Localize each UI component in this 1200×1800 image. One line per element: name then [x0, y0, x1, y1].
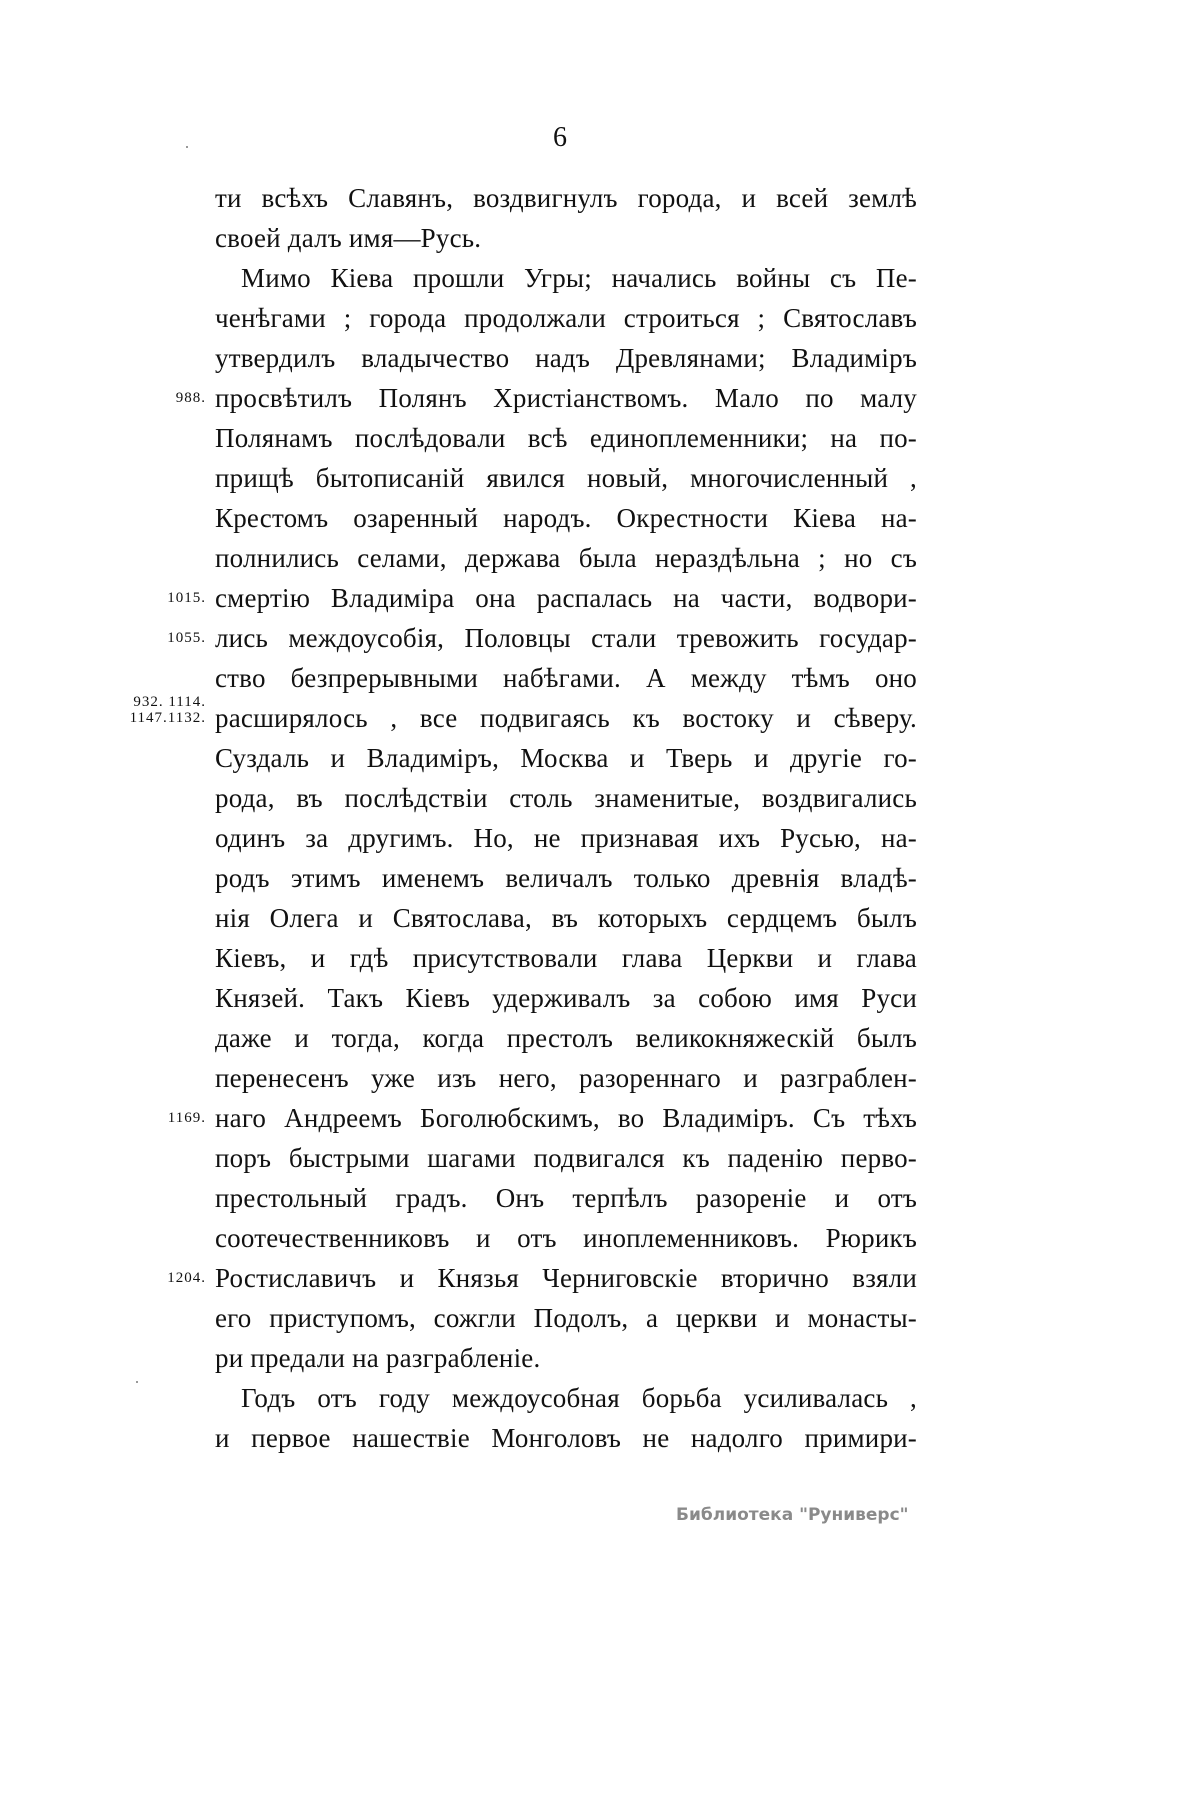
- text-line: его приступомъ, сожгли Подолъ, а церкви и монасты-: [215, 1303, 917, 1333]
- margin-year-note: 988.: [175, 390, 206, 406]
- text-line: нія Олега и Святослава, въ которыхъ сердцемъ былъ: [215, 903, 917, 933]
- text-line: просвѣтилъ Полянъ Христіанствомъ. Мало по малу: [215, 383, 917, 413]
- margin-year-note: 932. 1114.: [133, 694, 206, 710]
- scan-speck: [136, 1381, 138, 1383]
- text-line: Полянамъ послѣдовали всѣ единоплеменники; на по-: [215, 423, 917, 453]
- text-line: прищѣ бытописаній явился новый, многочисленный ,: [215, 463, 917, 493]
- text-line: Кіевъ, и гдѣ присутствовали глава Церкви и глава: [215, 943, 917, 973]
- text-line: ти всѣхъ Славянъ, воздвигнулъ города, и всей землѣ: [215, 183, 917, 213]
- library-watermark: Библиотека "Руниверс": [676, 1505, 909, 1525]
- text-line: поръ быстрыми шагами подвигался къ паденію перво-: [215, 1143, 917, 1173]
- text-line: ченѣгами ; города продолжали строиться ; Святославъ: [215, 303, 917, 333]
- text-line: даже и тогда, когда престолъ великокняжескій былъ: [215, 1023, 917, 1053]
- text-line: рода, въ послѣдствіи столь знаменитые, воздвигались: [215, 783, 917, 813]
- text-line: Мимо Кіева прошли Угры; начались войны съ Пе-: [241, 263, 917, 293]
- margin-year-note: 1147.1132.: [129, 710, 206, 726]
- text-line: Крестомъ озаренный народъ. Окрестности Кіева на-: [215, 503, 917, 533]
- text-line: перенесенъ уже изъ него, разореннаго и разграблен-: [215, 1063, 917, 1093]
- scan-speck: [186, 146, 188, 148]
- margin-year-note: 1169.: [167, 1110, 206, 1126]
- text-line: соотечественниковъ и отъ иноплеменниковъ. Рюрикъ: [215, 1223, 917, 1253]
- text-line: утвердилъ владычество надъ Древлянами; Владиміръ: [215, 343, 917, 373]
- text-line: своей далъ имя—Русь.: [215, 223, 482, 253]
- text-line: Суздаль и Владиміръ, Москва и Тверь и другіе го-: [215, 743, 917, 773]
- text-line: Князей. Такъ Кіевъ удерживалъ за собою имя Руси: [215, 983, 917, 1013]
- text-line: лись междоусобія, Половцы стали тревожить государ-: [215, 623, 917, 653]
- margin-year-note: 1015.: [167, 590, 206, 606]
- text-line: и первое нашествіе Монголовъ не надолго примири-: [215, 1423, 917, 1453]
- margin-year-note: 1204.: [167, 1270, 206, 1286]
- text-line: Годъ отъ году междоусобная борьба усиливалась ,: [241, 1383, 917, 1413]
- text-line: Ростиславичъ и Князья Черниговскіе вторично взяли: [215, 1263, 917, 1293]
- text-line: престольный градъ. Онъ терпѣлъ разореніе и отъ: [215, 1183, 917, 1213]
- text-line: полнились селами, держава была нераздѣльна ; но съ: [215, 543, 917, 573]
- text-line: смертію Владиміра она распалась на части, водвори-: [215, 583, 917, 613]
- margin-year-note: 1055.: [167, 630, 206, 646]
- text-line: ри предали на разграбленіе.: [215, 1343, 541, 1373]
- text-line: наго Андреемъ Боголюбскимъ, во Владиміръ. Съ тѣхъ: [215, 1103, 917, 1133]
- text-line: родъ этимъ именемъ величалъ только древнія владѣ-: [215, 863, 917, 893]
- text-line: ство безпрерывными набѣгами. А между тѣмъ оно: [215, 663, 917, 693]
- page-number: 6: [553, 122, 567, 153]
- body-text: [215, 178, 917, 1458]
- text-line: расширялось , все подвигаясь къ востоку и сѣверу.: [215, 703, 917, 733]
- text-line: одинъ за другимъ. Но, не признавая ихъ Русью, на-: [215, 823, 917, 853]
